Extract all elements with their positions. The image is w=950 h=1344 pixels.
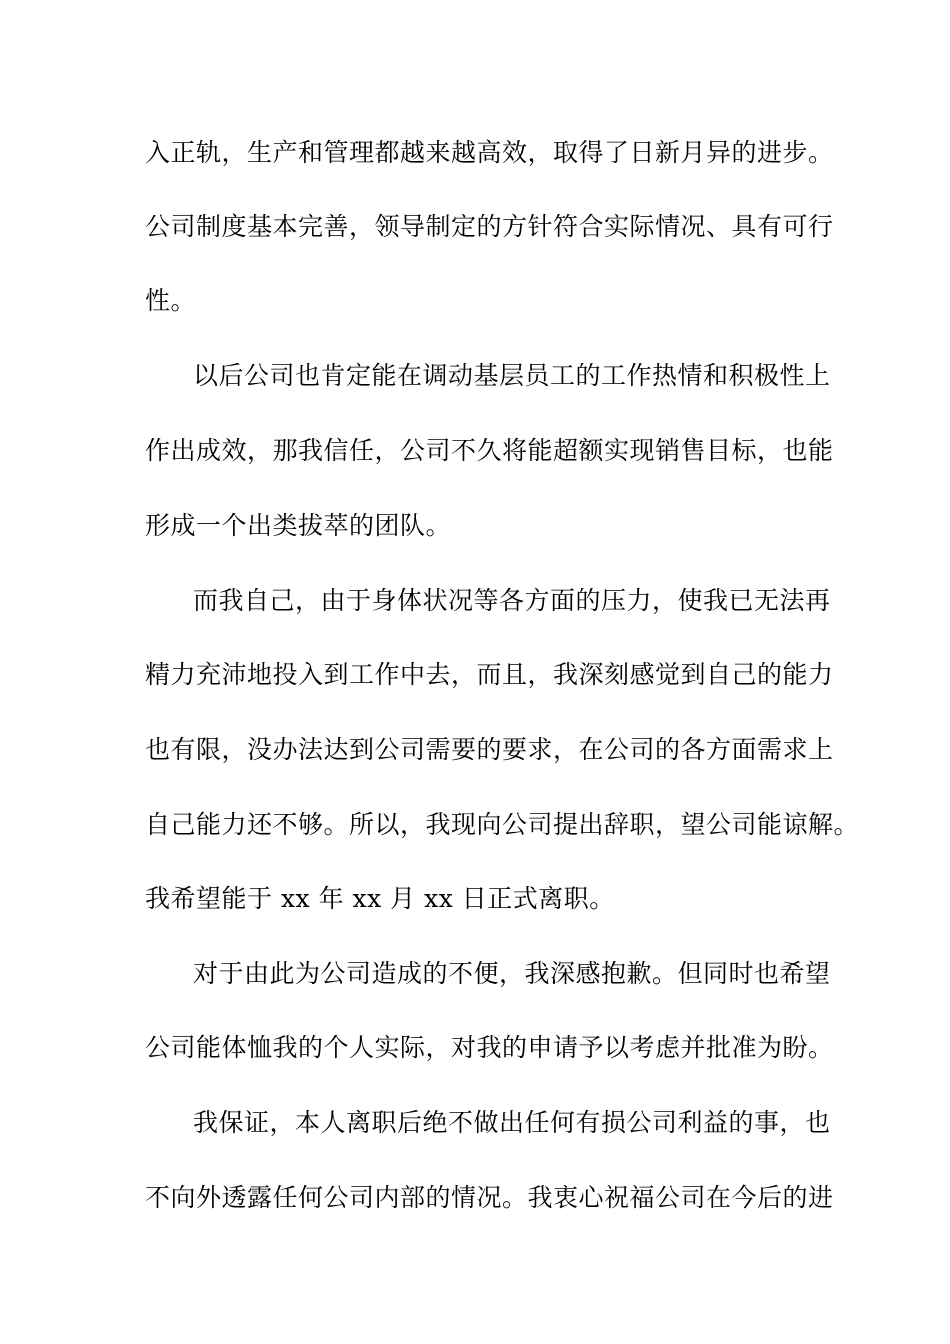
paragraph-start-line: 对于由此为公司造成的不便，我深感抱歉。但同时也希望 — [193, 959, 831, 988]
paragraph-start-line: 而我自己，由于身体状况等各方面的压力，使我已无法再 — [193, 586, 831, 615]
text-line: 公司制度基本完善，领导制定的方针符合实际情况、具有可行 — [145, 212, 834, 241]
paragraph-start-line: 以后公司也肯定能在调动基层员工的工作热情和积极性上 — [193, 361, 831, 390]
text-line: 公司能体恤我的个人实际，对我的申请予以考虑并批准为盼。 — [145, 1033, 834, 1062]
text-line: 不向外透露任何公司内部的情况。我衷心祝福公司在今后的进 — [145, 1183, 834, 1212]
paragraph-start-line: 我保证，本人离职后绝不做出任何有损公司利益的事，也 — [193, 1108, 831, 1137]
text-line: 作出成效，那我信任，公司不久将能超额实现销售目标，也能 — [145, 436, 834, 465]
text-line: 性。 — [145, 286, 197, 315]
text-line: 自己能力还不够。所以，我现向公司提出辞职，望公司能谅解。 — [145, 810, 860, 839]
text-line: 也有限，没办法达到公司需要的要求，在公司的各方面需求上 — [145, 735, 834, 764]
text-line: 精力充沛地投入到工作中去，而且，我深刻感觉到自己的能力 — [145, 660, 834, 689]
text-line: 形成一个出类拔萃的团队。 — [145, 511, 452, 540]
text-line: 入正轨，生产和管理都越来越高效，取得了日新月异的进步。 — [145, 138, 834, 167]
text-line: 我希望能于 xx 年 xx 月 xx 日正式离职。 — [145, 884, 615, 913]
